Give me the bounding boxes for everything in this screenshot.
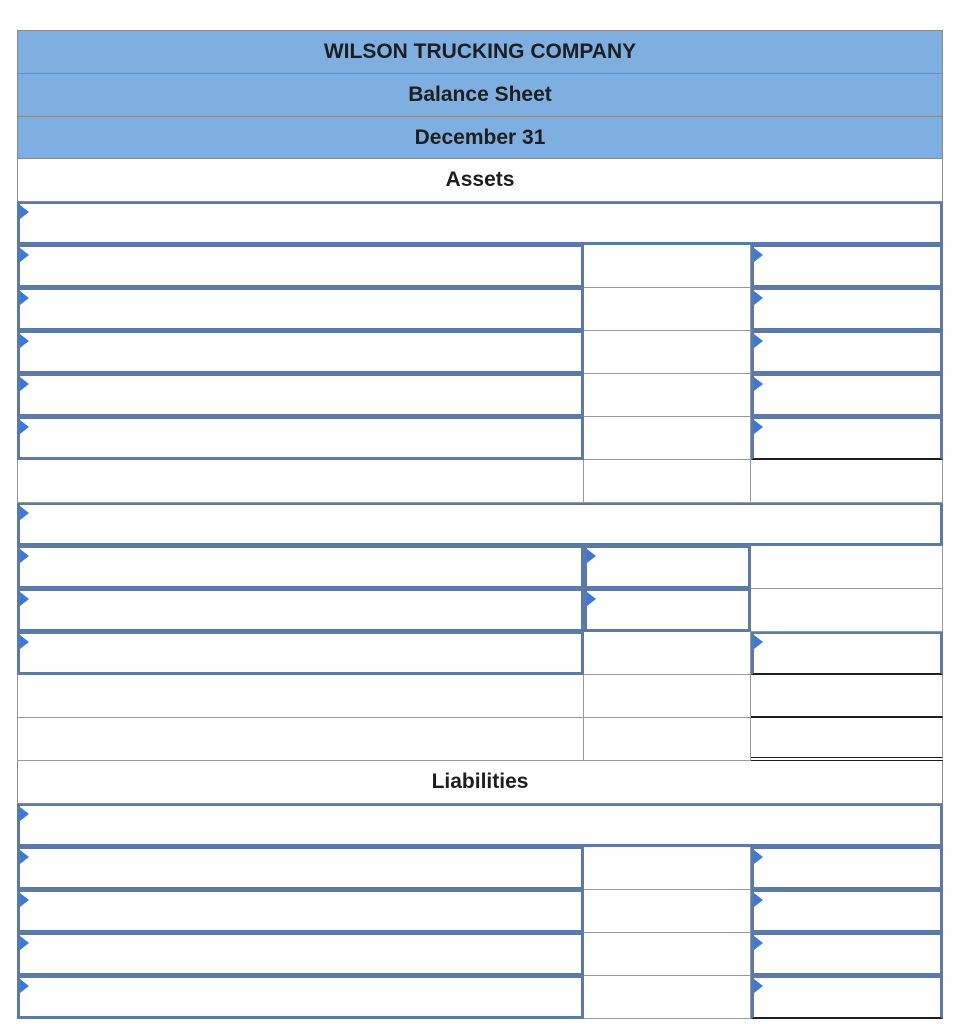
amount-cell bbox=[584, 718, 751, 761]
statement-date-header: December 31 bbox=[17, 116, 943, 159]
total-amount-input[interactable] bbox=[751, 417, 943, 460]
account-name-select[interactable] bbox=[17, 245, 584, 288]
dropdown-marker-icon bbox=[20, 506, 29, 520]
total-cell bbox=[751, 589, 943, 632]
dropdown-marker-icon bbox=[20, 205, 29, 219]
account-name-select[interactable] bbox=[17, 546, 584, 589]
total-amount-input[interactable] bbox=[751, 331, 943, 374]
account-name-select[interactable] bbox=[17, 933, 584, 976]
amount-cell bbox=[584, 890, 751, 933]
amount-cell bbox=[584, 933, 751, 976]
dropdown-marker-icon bbox=[20, 850, 29, 864]
dropdown-marker-icon bbox=[754, 377, 763, 391]
total-amount-input[interactable] bbox=[751, 374, 943, 417]
company-name-header: WILSON TRUCKING COMPANY bbox=[17, 30, 943, 73]
dropdown-marker-icon bbox=[20, 807, 29, 821]
table-row bbox=[17, 933, 943, 976]
dropdown-marker-icon bbox=[20, 979, 29, 993]
table-row bbox=[17, 202, 943, 245]
dropdown-marker-icon bbox=[587, 592, 596, 606]
table-row bbox=[17, 976, 943, 1019]
amount-cell bbox=[584, 417, 751, 460]
table-row bbox=[17, 374, 943, 417]
table-row bbox=[17, 675, 943, 718]
dropdown-marker-icon bbox=[754, 850, 763, 864]
statement-title-header: Balance Sheet bbox=[17, 73, 943, 116]
account-name-select[interactable] bbox=[17, 374, 584, 417]
amount-cell bbox=[584, 288, 751, 331]
dropdown-marker-icon bbox=[754, 635, 763, 649]
table-row bbox=[17, 804, 943, 847]
dropdown-marker-icon bbox=[754, 936, 763, 950]
amount-cell bbox=[584, 331, 751, 374]
dropdown-marker-icon bbox=[754, 248, 763, 262]
amount-cell bbox=[584, 245, 751, 288]
table-row bbox=[17, 890, 943, 933]
total-amount-input[interactable] bbox=[751, 245, 943, 288]
balance-sheet-table bbox=[17, 30, 943, 1019]
dropdown-marker-icon bbox=[754, 893, 763, 907]
dropdown-marker-icon bbox=[20, 248, 29, 262]
asset-subheading-input[interactable] bbox=[17, 503, 943, 546]
account-name-select[interactable] bbox=[17, 847, 584, 890]
account-name-select[interactable] bbox=[17, 632, 584, 675]
liability-subheading-input[interactable] bbox=[17, 804, 943, 847]
amount-cell bbox=[584, 847, 751, 890]
dropdown-marker-icon bbox=[754, 334, 763, 348]
dropdown-marker-icon bbox=[20, 592, 29, 606]
account-name-select[interactable] bbox=[17, 331, 584, 374]
amount-input[interactable] bbox=[584, 589, 751, 632]
dropdown-marker-icon bbox=[754, 291, 763, 305]
total-amount-input[interactable] bbox=[751, 890, 943, 933]
dropdown-marker-icon bbox=[20, 936, 29, 950]
account-name-select[interactable] bbox=[17, 417, 584, 460]
amount-input[interactable] bbox=[584, 546, 751, 589]
dropdown-marker-icon bbox=[20, 893, 29, 907]
assets-section-title: Assets bbox=[17, 159, 943, 202]
total-assets-cell bbox=[751, 718, 943, 761]
total-cell bbox=[751, 460, 943, 503]
dropdown-marker-icon bbox=[754, 979, 763, 993]
table-row bbox=[17, 632, 943, 675]
amount-cell bbox=[584, 632, 751, 675]
dropdown-marker-icon bbox=[20, 377, 29, 391]
dropdown-marker-icon bbox=[20, 420, 29, 434]
table-row bbox=[17, 331, 943, 374]
dropdown-marker-icon bbox=[20, 635, 29, 649]
account-name-select[interactable] bbox=[17, 976, 584, 1019]
total-assets-label-cell bbox=[17, 718, 584, 761]
liabilities-section-title: Liabilities bbox=[17, 761, 943, 804]
total-amount-input[interactable] bbox=[751, 847, 943, 890]
label-cell bbox=[17, 460, 584, 503]
amount-cell bbox=[584, 675, 751, 718]
amount-cell bbox=[584, 374, 751, 417]
amount-cell bbox=[584, 976, 751, 1019]
table-row bbox=[17, 718, 943, 761]
total-cell bbox=[751, 675, 943, 718]
total-amount-input[interactable] bbox=[751, 288, 943, 331]
dropdown-marker-icon bbox=[20, 334, 29, 348]
table-row bbox=[17, 589, 943, 632]
account-name-select[interactable] bbox=[17, 890, 584, 933]
dropdown-marker-icon bbox=[20, 291, 29, 305]
table-row bbox=[17, 417, 943, 460]
dropdown-marker-icon bbox=[587, 549, 596, 563]
table-row bbox=[17, 503, 943, 546]
total-amount-input[interactable] bbox=[751, 933, 943, 976]
table-row bbox=[17, 288, 943, 331]
total-amount-input[interactable] bbox=[751, 632, 943, 675]
table-row bbox=[17, 847, 943, 890]
label-cell bbox=[17, 675, 584, 718]
account-name-select[interactable] bbox=[17, 589, 584, 632]
asset-subheading-input[interactable] bbox=[17, 202, 943, 245]
account-name-select[interactable] bbox=[17, 288, 584, 331]
dropdown-marker-icon bbox=[754, 420, 763, 434]
total-amount-input[interactable] bbox=[751, 976, 943, 1019]
table-row bbox=[17, 546, 943, 589]
table-row bbox=[17, 245, 943, 288]
amount-cell bbox=[584, 460, 751, 503]
total-cell bbox=[751, 546, 943, 589]
dropdown-marker-icon bbox=[20, 549, 29, 563]
table-row bbox=[17, 460, 943, 503]
